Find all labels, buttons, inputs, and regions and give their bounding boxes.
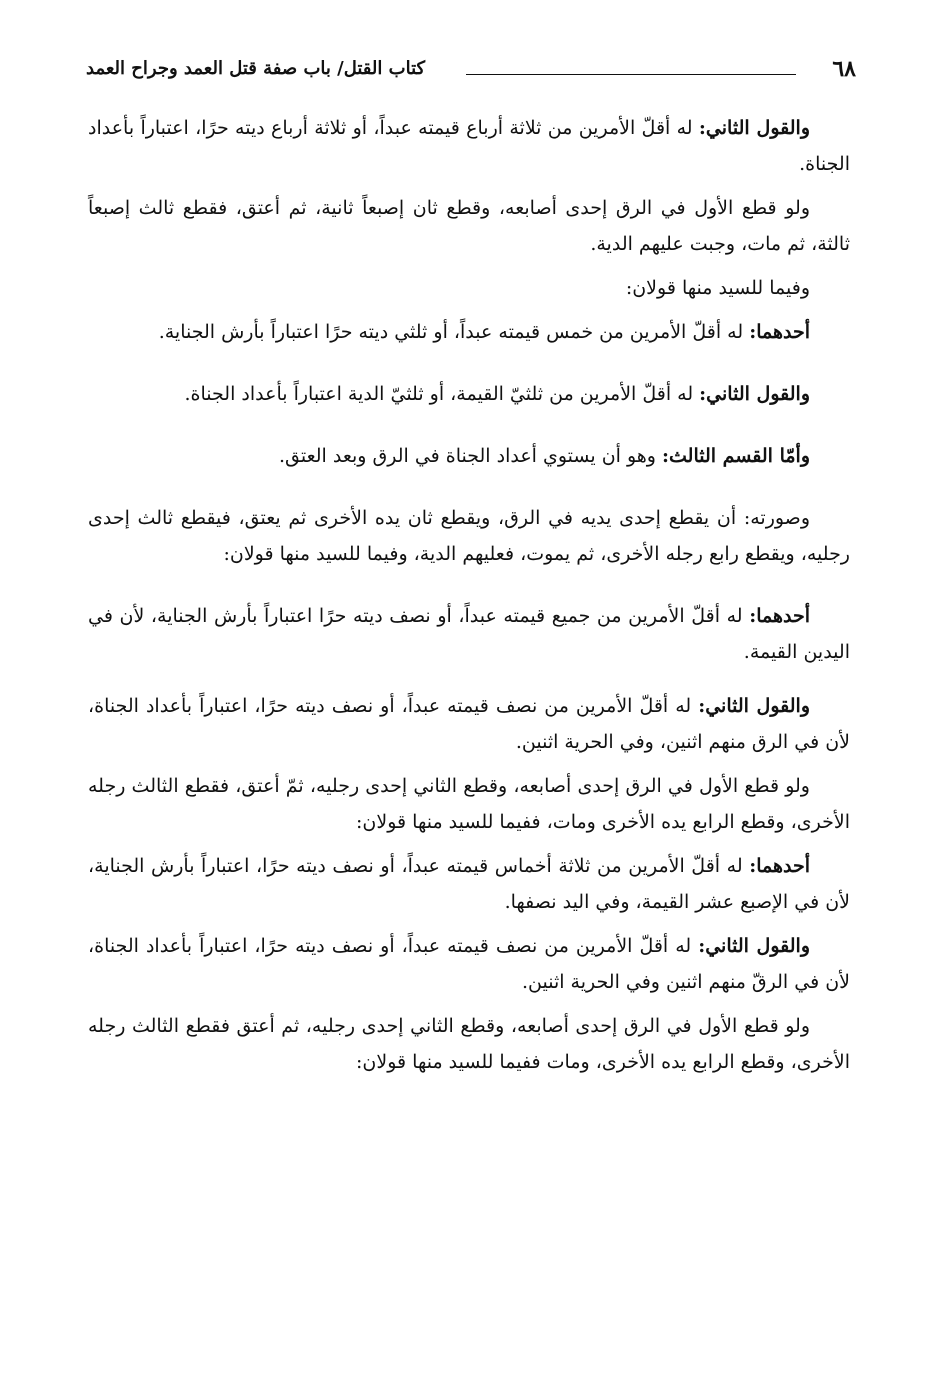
paragraph-text: وفيما للسيد منها قولان:	[625, 277, 810, 299]
page-number: ٦٨	[832, 56, 856, 82]
paragraph-lead: والقول الثاني:	[698, 695, 810, 717]
paragraph	[88, 848, 850, 920]
paragraph	[88, 598, 850, 670]
header-rule	[466, 74, 796, 75]
paragraph-lead: والقول الثاني:	[698, 935, 810, 957]
paragraph-lead: والقول الثاني:	[699, 383, 810, 405]
paragraph-text: له أقلّ الأمرين من جميع قيمته عبداً، أو نصف ديته حرًا اعتباراً بأرش الجناية، لأن في اليدين القيمة.	[88, 605, 850, 663]
paragraph	[88, 314, 850, 350]
page-header	[86, 52, 856, 92]
paragraph	[88, 928, 850, 1000]
paragraph-lead: أحدهما:	[749, 855, 810, 877]
paragraph-lead: أحدهما:	[749, 321, 810, 343]
paragraph	[88, 438, 850, 474]
body-text	[88, 110, 850, 1080]
paragraph-text: له أقلّ الأمرين من نصف قيمته عبداً، أو نصف ديته حرًا، اعتباراً بأعداد الجناة، لأن في الرق منهم اثنين، وفي الحرية اثنين.	[88, 695, 850, 753]
paragraph	[88, 1008, 850, 1080]
paragraph-lead: والقول الثاني:	[698, 117, 810, 139]
paragraph-text: له أقلّ الأمرين من ثلاثة أخماس قيمته عبداً، أو نصف ديته حرًا، اعتباراً بأرش الجناية، لأن في الإصبع عشر القيمة، وفي اليد نصفها.	[88, 855, 850, 913]
paragraph	[88, 110, 850, 182]
paragraph-text: ولو قطع الأول في الرق إحدى أصابعه، وقطع الثاني إحدى رجليه، ثم أعتق فقطع الثالث رجله الأخرى، وقطع الرابع يده الأخرى، ومات ففيما للسيد منها قولان:	[88, 1015, 850, 1073]
paragraph	[88, 270, 850, 306]
paragraph	[88, 190, 850, 262]
paragraph	[88, 768, 850, 840]
paragraph-lead: أحدهما:	[749, 605, 810, 627]
paragraph-text: وهو أن يستوي أعداد الجناة في الرق وبعد العتق.	[278, 445, 663, 467]
paragraph-text: له أقلّ الأمرين من خمس قيمته عبداً، أو ثلثي ديته حرًا اعتباراً بأرش الجناية.	[158, 321, 750, 343]
paragraph-text: ولو قطع الأول في الرق إحدى أصابعه، وقطع الثاني إحدى رجليه، ثمّ أعتق، فقطع الثالث رجله الأخرى، وقطع الرابع يده الأخرى ومات، ففيما للسيد منها قولان:	[88, 775, 850, 833]
paragraph-text: له أقلّ الأمرين من نصف قيمته عبداً، أو نصف ديته حرًا، اعتباراً بأعداد الجناة، لأن في الرقّ منهم اثنين وفي الحرية اثنين.	[88, 935, 850, 993]
paragraph-text: ولو قطع الأول في الرق إحدى أصابعه، وقطع ثان إصبعاً ثانية، ثم أعتق، فقطع ثالث إصبعاً ثالثة، ثم مات، وجبت عليهم الدية.	[88, 197, 850, 255]
paragraph-lead: وأمّا القسم الثالث:	[662, 445, 810, 467]
paragraph	[88, 376, 850, 412]
running-title: كتاب القتل/ باب صفة قتل العمد وجراح العمد	[86, 58, 426, 79]
paragraph-text: وصورته: أن يقطع إحدى يديه في الرق، ويقطع ثان يده الأخرى ثم يعتق، فيقطع ثالث إحدى رجليه، ويقطع رابع رجله الأخرى، ثم يموت، فعليهم الدية، وفيما للسيد منها قولان:	[88, 507, 850, 565]
paragraph-text: له أقلّ الأمرين من ثلثيّ القيمة، أو ثلثيّ الدية اعتباراً بأعداد الجناة.	[184, 383, 700, 405]
paragraph	[88, 500, 850, 572]
paragraph-text: له أقلّ الأمرين من ثلاثة أرباع قيمته عبداً، أو ثلاثة أرباع ديته حرًا، اعتباراً بأعداد الجناة.	[88, 117, 850, 175]
paragraph	[88, 688, 850, 760]
